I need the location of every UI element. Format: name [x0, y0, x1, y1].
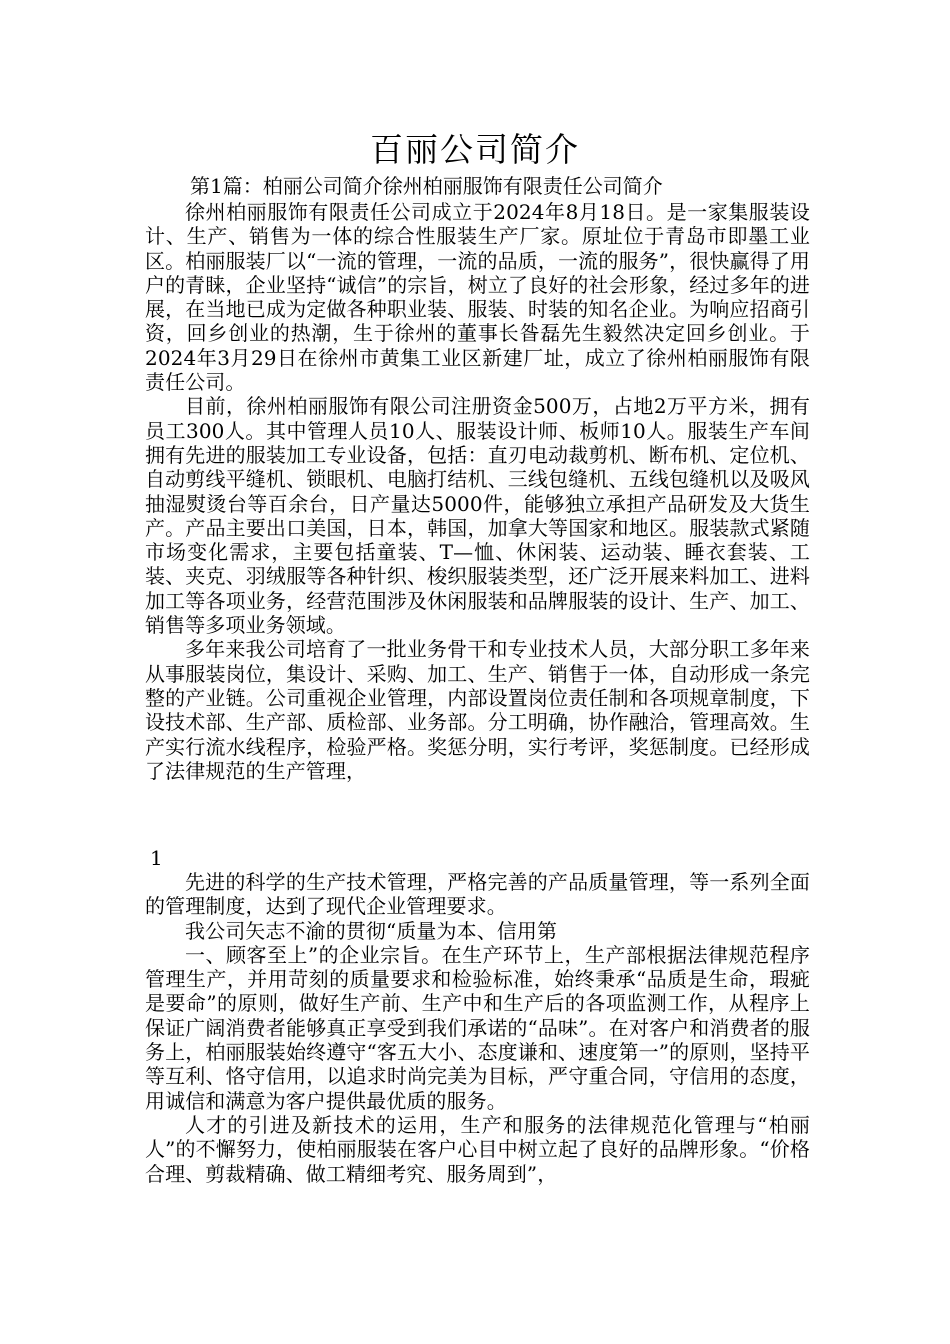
paragraph-founding: 徐州柏丽服饰有限责任公司成立于2024年8月18日。是一家集服装设计、生产、销售为一体的综合性服装生产厂家。原址位于青岛市即墨工业区。柏丽服装厂以“一流的管理，一流的品质，一流的服务”，很快赢得了用户的青睐，企业坚持“诚信”的宗旨，树立了良好的社会形象，经过多年的进展，在当地已成为定做各种职业装、服装、时装的知名企业。为响应招商引资，回乡创业的热潮，生于徐州的董事长昝磊先生毅然决定回乡创业。于2024年3月29日在徐州市黄集工业区新建厂址，成立了徐州柏丽服饰有限责任公司。: [145, 200, 810, 395]
document-subtitle: 第1篇：柏丽公司简介徐州柏丽服饰有限责任公司简介: [190, 174, 663, 198]
body-section-1: [145, 200, 810, 783]
page-number: 1: [150, 846, 163, 870]
paragraph-purpose-intro: 我公司矢志不渝的贯彻“质量为本、信用第: [185, 918, 558, 943]
body-section-2: [145, 870, 810, 1186]
document-title: 百丽公司简介: [370, 130, 580, 169]
paragraph-brand-image: 人才的引进及新技术的运用，生产和服务的法律规范化管理与“柏丽人”的不懈努力，使柏丽服装在客户心目中树立起了良好的品牌形象。“价格合理、剪裁精确、做工精细考究、服务周到”，: [145, 1112, 810, 1186]
paragraph-customer-first: 一、顾客至上”的企业宗旨。在生产环节上，生产部根据法律规范程序管理生产，并用苛刻的质量要求和检验标准，始终秉承“品质是生命，瑕疵是要命”的原则，做好生产前、生产中和生产后的各项监测工作，从程序上保证广阔消费者能够真正享受到我们承诺的“品味”。在对客户和消费者的服务上，柏丽服装始终遵守“客五大小、态度谦和、速度第一”的原则，坚持平等互利、恪守信用，以追求时尚完美为目标，严守重合同，守信用的态度，用诚信和满意为客户提供最优质的服务。: [145, 942, 810, 1113]
paragraph-facilities: 目前，徐州柏丽服饰有限公司注册资金500万，占地2万平方米，拥有员工300人。其中管理人员10人、服装设计师、板师10人。服装生产车间拥有先进的服装加工专业设备，包括：直刃电动裁剪机、断布机、定位机、自动剪线平缝机、锁眼机、电脑打结机、三线包缝机、五线包缝机以及吸风抽湿熨烫台等百余台，日产量达5000件，能够独立承担产品研发及大货生产。产品主要出口美国，日本，韩国，加拿大等国家和地区。服装款式紧随市场变化需求，主要包括童装、T—恤、休闲装、运动装、睡衣套装、工装、夹克、羽绒服等各种针织、梭织服装类型，还广泛开展来料加工、进料加工等各项业务，经营范围涉及休闲服装和品牌服装的设计、生产、加工、销售等多项业务领域。: [145, 394, 810, 638]
paragraph-quality-management: 先进的科学的生产技术管理，严格完善的产品质量管理，等一系列全面的管理制度，达到了现代企业管理要求。: [145, 870, 810, 919]
paragraph-management: 多年来我公司培育了一批业务骨干和专业技术人员，大部分职工多年来从事服装岗位，集设计、采购、加工、生产、销售于一体，自动形成一条完整的产业链。公司重视企业管理，内部设置岗位责任制和各项规章制度，下设技术部、生产部、质检部、业务部。分工明确，协作融洽，管理高效。生产实行流水线程序，检验严格。奖惩分明，实行考评，奖惩制度。已经形成了法律规范的生产管理，: [145, 637, 810, 783]
